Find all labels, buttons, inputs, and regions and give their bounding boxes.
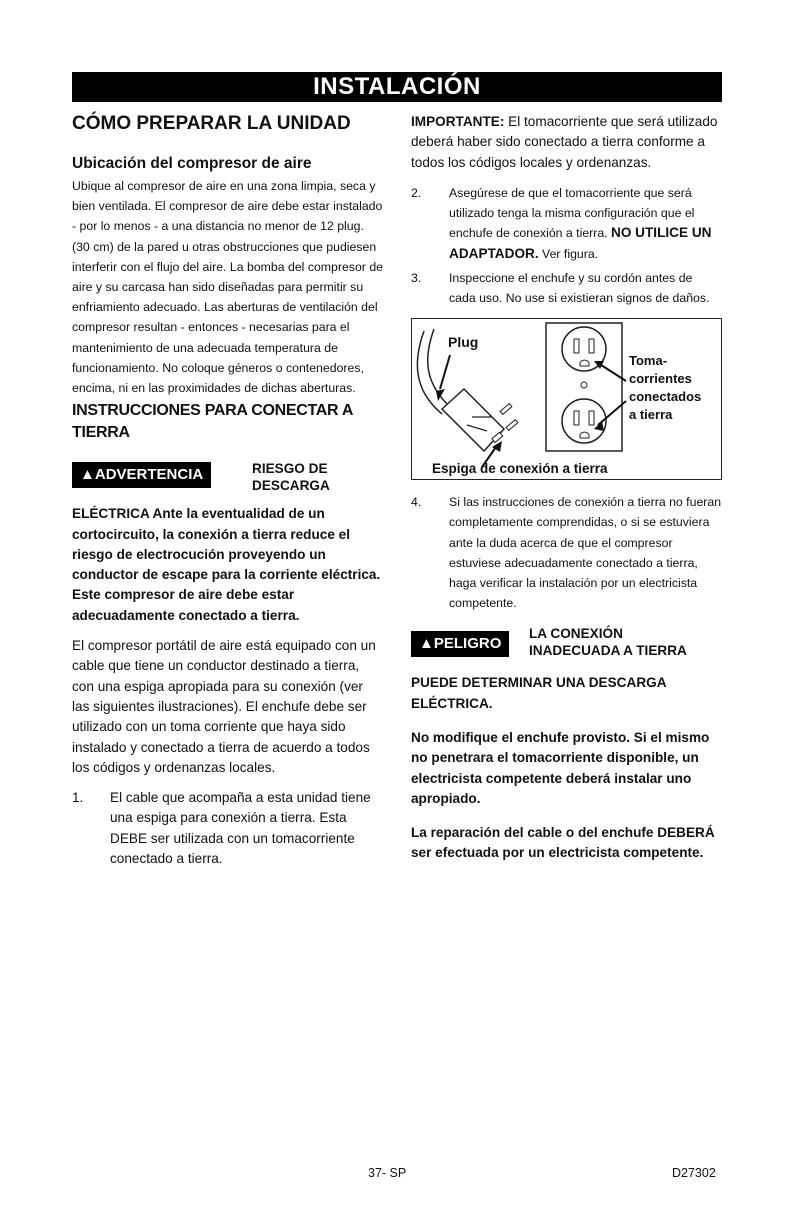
- warning-title: RIESGO DE DESCARGA: [252, 461, 330, 494]
- outlet-slot: [589, 411, 594, 425]
- page-number: 37- SP: [368, 1166, 407, 1180]
- steps-list-right-2: [411, 492, 722, 613]
- plug-prong: [500, 404, 512, 415]
- pin-label: Espiga de conexión a tierra: [432, 461, 608, 477]
- danger-title: LA CONEXIÓN INADECUADA A TIERRA: [529, 626, 687, 659]
- plug-outlet-illustration: [412, 319, 721, 479]
- repair-warning: La reparación del cable o del enchufe DEBERÁ ser efectuada por un electricista competente.: [411, 825, 715, 861]
- plug-prong: [506, 420, 518, 431]
- danger-label: ▲PELIGRO: [411, 631, 509, 657]
- outlet-slot: [574, 411, 579, 425]
- outlet-label: a tierra: [629, 407, 673, 423]
- plug-arrow: [440, 355, 450, 389]
- list-item: 4. Si las instrucciones de conexión a tierra no fueran completamente comprendidas, o si se estuviera ante la duda acerca de que el compresor estuviese adecuadamente conectado a tierra, haga verificar la instalación por un electricista competente.: [411, 495, 722, 611]
- document-code: D27302: [672, 1166, 716, 1180]
- list-item: 2. Asegúrese de que el tomacorriente que será utilizado tenga la misma configuración que el enchufe de conexión a tierra. NO UTILICE UN ADAPTADOR. Ver figura.: [411, 185, 712, 261]
- location-heading: Ubicación del compresor de aire: [72, 155, 312, 172]
- outlet-screw: [581, 382, 587, 388]
- outlet-ground-hole: [580, 432, 589, 438]
- important-note: IMPORTANTE: El tomacorriente que será utilizado deberá haber sido conectado a tierra conforme a todos los códigos locales y ordenanzas.: [411, 114, 718, 170]
- warning-text: ELÉCTRICA Ante la eventualidad de un cortocircuito, la conexión a tierra reduce el riesgo de electrocución proveyendo un conductor de escape para la corriente eléctrica. Este compresor de aire debe estar adecuadamente conectado a tierra.: [72, 506, 381, 623]
- modify-warning: No modifique el enchufe provisto. Si el mismo no penetrara el tomacorriente disponible, un electricista competente deberá instalar uno apropiado.: [411, 729, 710, 806]
- outlet-slot: [589, 339, 594, 353]
- plug-label: Plug: [448, 334, 479, 351]
- danger-text: PUEDE DETERMINAR UNA DESCARGA ELÉCTRICA.: [411, 675, 667, 711]
- steps-list-right: [411, 183, 722, 308]
- plug-outlet-figure: [411, 318, 722, 480]
- warning-label: ▲ADVERTENCIA: [72, 462, 211, 488]
- section-title: CÓMO PREPARAR LA UNIDAD: [72, 113, 351, 134]
- right-column: [411, 112, 722, 864]
- outlet-label: Toma-: [629, 353, 668, 369]
- warning-triangle-icon: ▲: [419, 635, 434, 653]
- location-text: Ubique al compresor de aire en una zona limpia, seca y bien ventilada. El compresor de aire debe estar instalado - por lo menos - a una distancia no menor de 12 plug. (30 cm) de la pared u otras obstrucciones que pudiesen interferir con el flujo del aire. La bomba del compresor de aire y su carcasa han sido diseñadas para permitir su enfriamiento adecuado. Las aberturas de ventilación del compresor resultan - entonces - necesarias para el mantenimiento de una adecuada temperatura de funcionamiento. No coloque géneros o contenedores, encima, ni en las proximidades de dichas aberturas.: [72, 179, 384, 396]
- list-item: 1. El cable que acompaña a esta unidad tiene una espiga para conexión a tierra. Esta DEBE ser utilizada con un tomacorriente conectado a tierra.: [72, 790, 371, 866]
- section-banner: INSTALACIÓN: [72, 72, 722, 102]
- danger-block: [411, 621, 722, 673]
- grounding-heading: INSTRUCCIONES PARA CONECTAR A TIERRA: [72, 402, 353, 442]
- warning-triangle-icon: ▲: [80, 466, 95, 484]
- outlet-ground-hole: [580, 360, 589, 366]
- list-item: 3. Inspeccione el enchufe y su cordón antes de cada uso. No use si existieran signos de daños.: [411, 270, 710, 305]
- steps-list-left: [72, 788, 384, 869]
- warning-block: [72, 452, 384, 504]
- left-column: [72, 112, 384, 869]
- outlet-label: conectados: [629, 389, 702, 405]
- outlet-label: corrientes: [629, 371, 692, 387]
- portable-text: El compresor portátil de aire está equipado con un cable que tiene un conductor destinado a tierra, con una espiga apropiada para su conexión (ver las siguientes ilustraciones). El enchufe debe ser utilizado con un toma corriente que haya sido instalado y conectado a tierra de acuerdo a todos los códigos y ordenanzas locales.: [72, 638, 376, 775]
- outlet-slot: [574, 339, 579, 353]
